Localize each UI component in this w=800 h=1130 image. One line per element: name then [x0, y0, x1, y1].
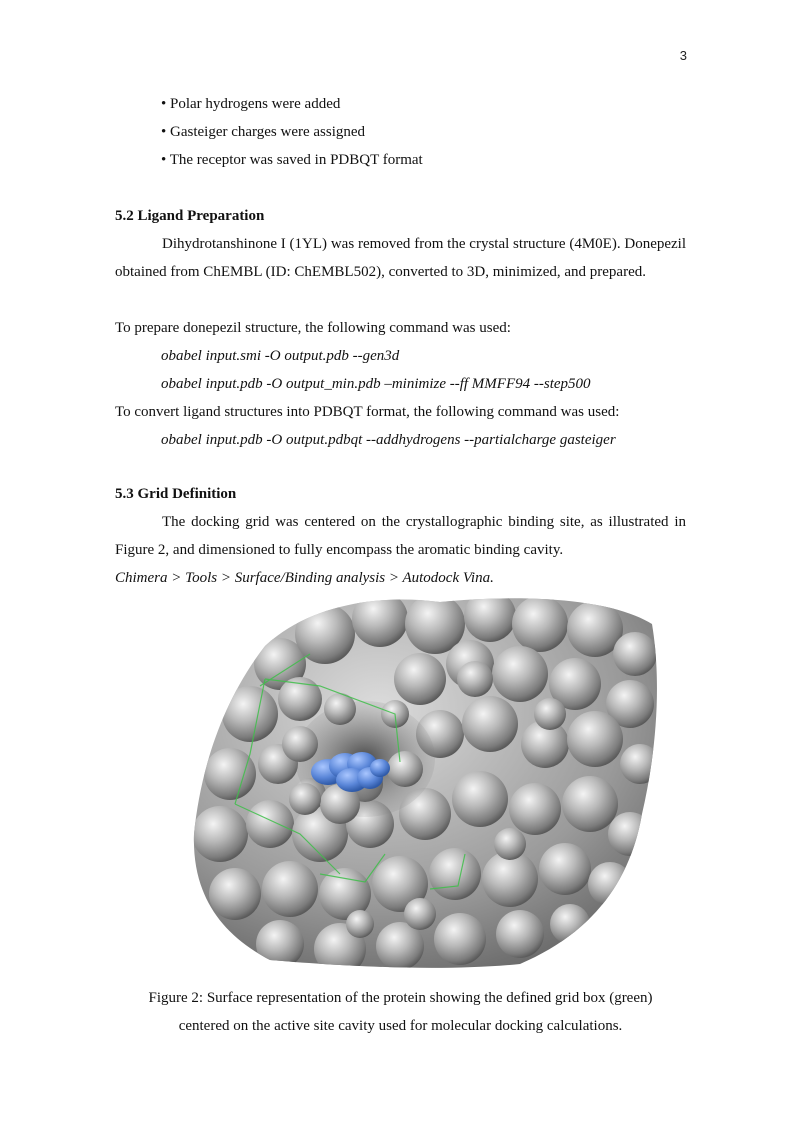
command-pdbqt: obabel input.pdb -O output.pdbqt --addhydrogens --partialcharge gasteiger: [161, 432, 616, 448]
ligand-preparation-paragraph: Dihydrotanshinone I (1YL) was removed from the crystal structure (4M0E). Donepezil obtained from ChEMBL (ID: ChEMBL502), converted to 3D, minimized, and prepared.: [115, 236, 686, 280]
figure-caption-line-1: Figure 2: Surface representation of the protein showing the defined grid box (green): [148, 990, 653, 1006]
protein-surface-image: [190, 594, 662, 968]
chimera-menu-path: Chimera > Tools > Surface/Binding analysis > Autodock Vina.: [115, 570, 494, 586]
bullet-gasteiger-charges: • Gasteiger charges were assigned: [161, 124, 366, 140]
section-heading-grid-definition: 5.3 Grid Definition: [115, 486, 237, 502]
figure-caption-line-2: centered on the active site cavity used for molecular docking calculations.: [178, 1018, 623, 1034]
command-gen3d: obabel input.smi -O output.pdb --gen3d: [161, 348, 400, 364]
page-number: 3: [679, 48, 687, 63]
command-minimize: obabel input.pdb -O output_min.pdb –minimize --ff MMFF94 --step500: [161, 376, 591, 392]
protein-surface-figure: [190, 594, 662, 968]
section-heading-ligand-preparation: 5.2 Ligand Preparation: [115, 208, 265, 224]
figure-caption: [115, 984, 686, 1040]
grid-definition-paragraph: The docking grid was centered on the crystallographic binding site, as illustrated in Figure 2, and dimensioned to fully encompass the aromatic binding cavity.: [115, 514, 686, 558]
convert-command-intro: To convert ligand structures into PDBQT format, the following command was used:: [115, 404, 620, 420]
prepare-command-intro: To prepare donepezil structure, the following command was used:: [115, 320, 511, 336]
bullet-polar-hydrogens: • Polar hydrogens were added: [161, 96, 341, 112]
bullet-pdbqt-format: • The receptor was saved in PDBQT format: [161, 152, 423, 168]
